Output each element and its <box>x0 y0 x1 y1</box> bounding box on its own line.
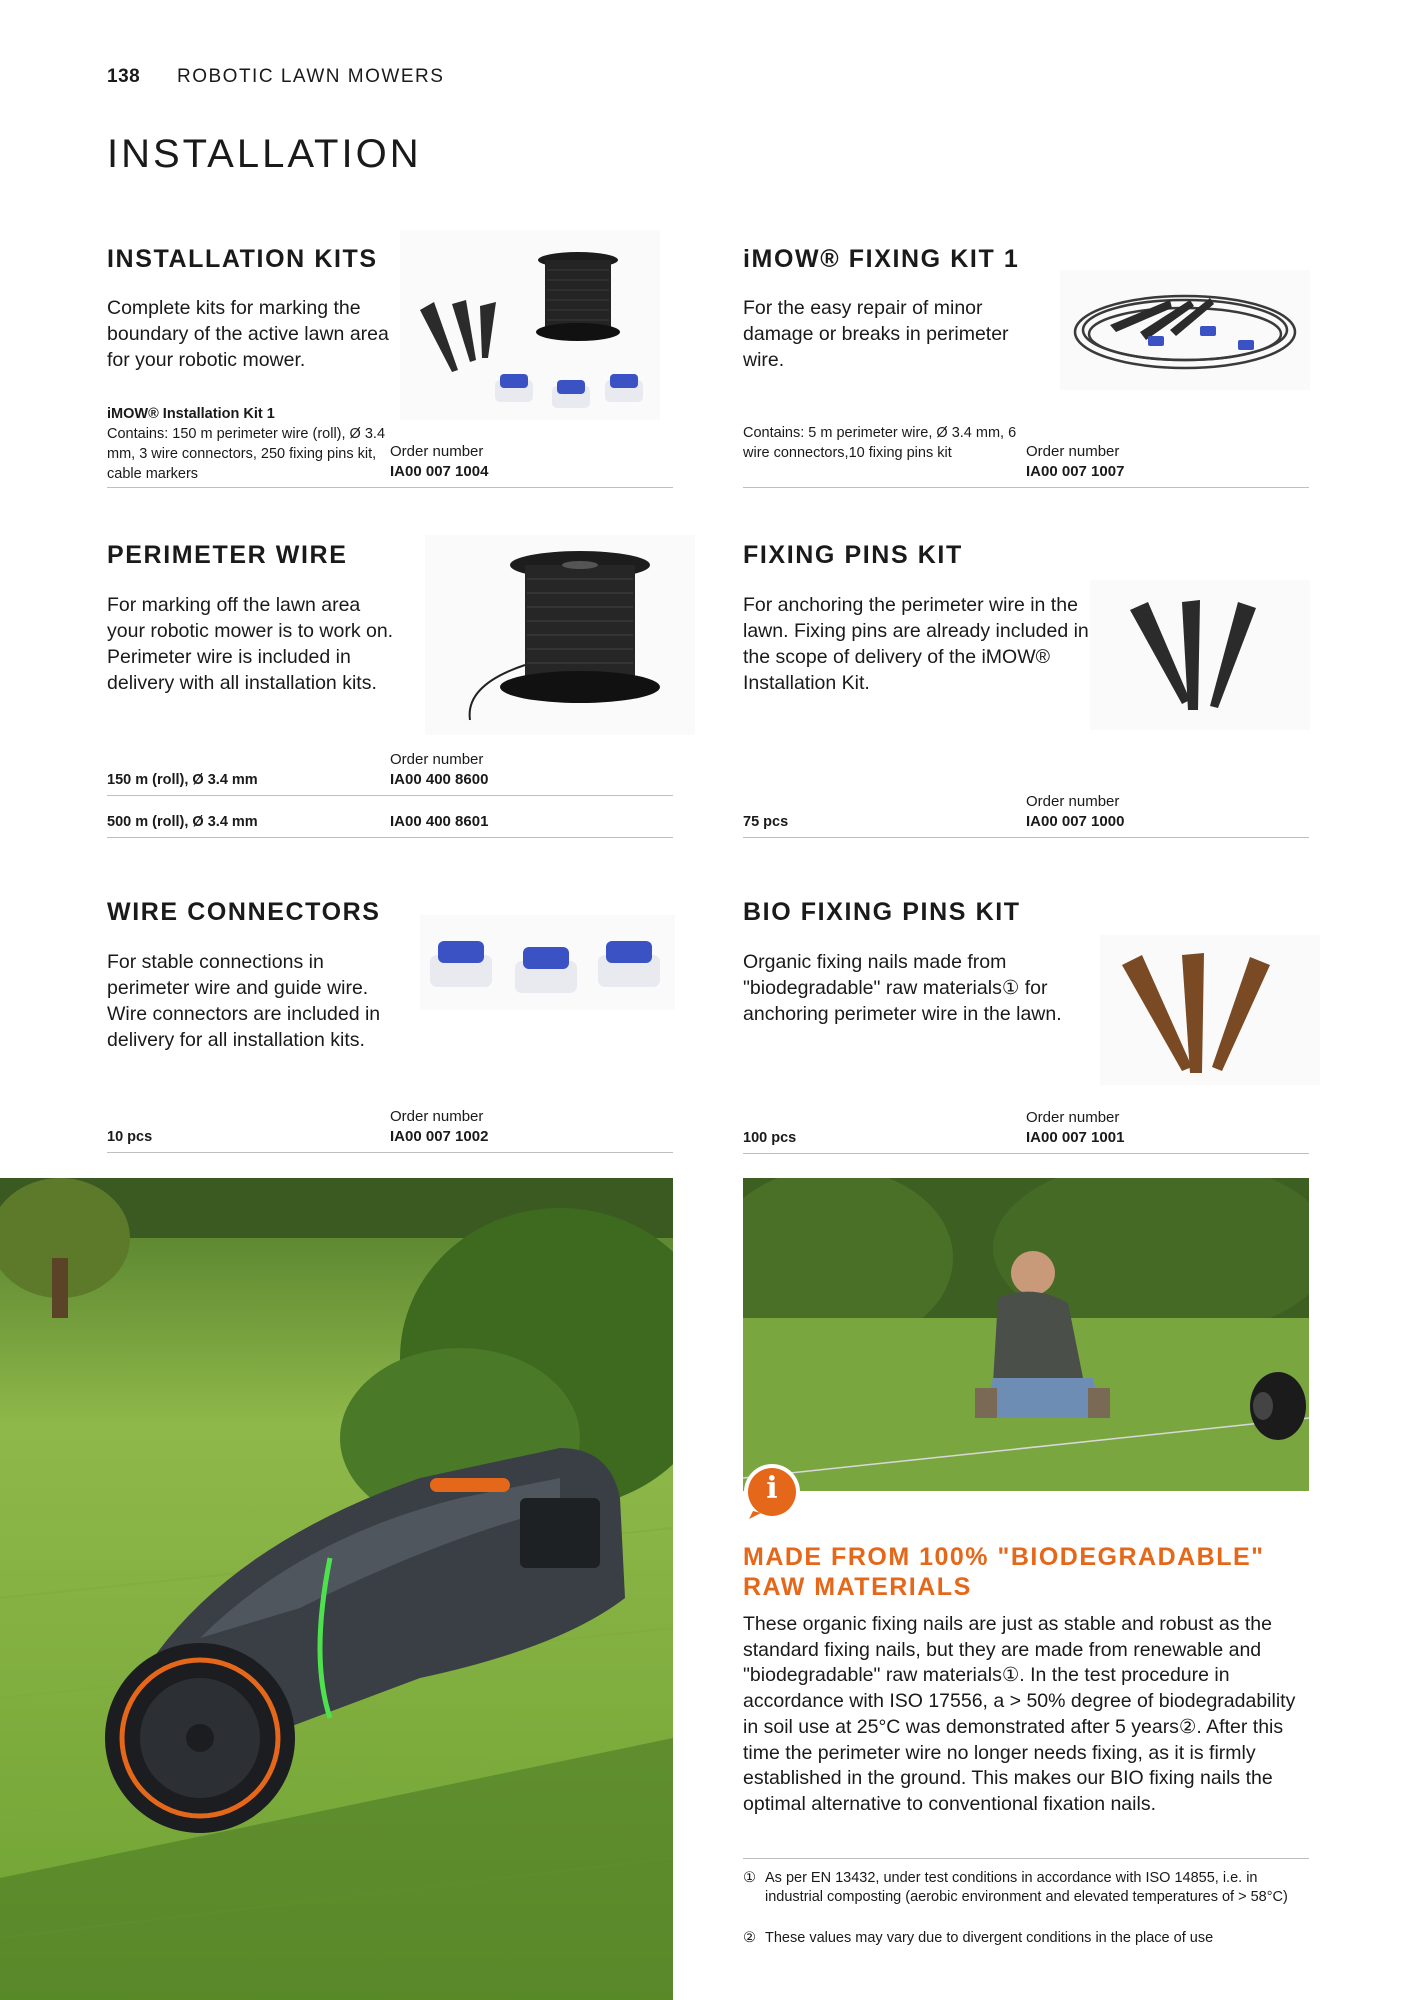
wire-connectors-image <box>420 915 675 1010</box>
bio-pins-title: BIO FIXING PINS KIT <box>743 898 1021 926</box>
divider <box>743 837 1309 838</box>
order-number-label: Order number <box>390 443 484 460</box>
footnote-1 <box>743 1869 1309 1907</box>
perimeter-wire-spec-2 <box>107 812 258 832</box>
fixing-pins-image <box>1090 580 1310 730</box>
order-number-label: Order number <box>1026 793 1120 810</box>
divider <box>743 487 1309 488</box>
bio-pins-spec <box>743 1128 796 1148</box>
perimeter-wire-order-number-2: IA00 400 8601 <box>390 813 489 830</box>
info-title <box>743 1542 1265 1602</box>
installation-kits-description: Complete kits for marking the boundary of the active lawn area for your robotic mower. <box>107 297 389 371</box>
divider <box>107 487 673 488</box>
order-number-label: Order number <box>390 1108 484 1125</box>
page-number: 138 <box>107 66 141 87</box>
info-title-line-2: RAW MATERIALS <box>743 1573 972 1601</box>
divider <box>743 1153 1309 1154</box>
footnote-1-mark: ① <box>743 1870 756 1886</box>
fixing-kit-order-number: IA00 007 1007 <box>1026 463 1125 480</box>
spec-text: 10 pcs <box>107 1129 153 1145</box>
perimeter-wire-order-number-1: IA00 400 8600 <box>390 771 489 788</box>
order-number-label: Order number <box>390 751 484 768</box>
perimeter-wire-spec-1 <box>107 770 258 790</box>
spec-text: 500 m (roll), Ø 3.4 mm <box>107 814 258 830</box>
fixing-kit-description: For the easy repair of minor damage or breaks in perimeter wire. <box>743 297 1009 371</box>
fixing-pins-description: For anchoring the perimeter wire in the lawn. Fixing pins are already included in the scope of delivery of the iMOW® Installation Kit. <box>743 594 1089 694</box>
perimeter-wire-title: PERIMETER WIRE <box>107 541 348 569</box>
divider <box>743 1858 1309 1859</box>
wire-connectors-order-number: IA00 007 1002 <box>390 1128 489 1145</box>
installation-kit-contents: Contains: 150 m perimeter wire (roll), Ø 3.4 mm, 3 wire connectors, 250 fixing pins kit, cable markers <box>107 426 386 482</box>
wire-connectors-title: WIRE CONNECTORS <box>107 898 381 926</box>
info-icon-glyph: i <box>766 1471 778 1506</box>
installation-kit-details <box>107 404 397 484</box>
wire-connectors-description: For stable connections in perimeter wire and guide wire. Wire connectors are included in delivery for all installation kits. <box>107 951 381 1051</box>
bio-pins-description: Organic fixing nails made from "biodegradable" raw materials① for anchoring perimeter wire in the lawn. <box>743 951 1062 1025</box>
fixing-kit-image <box>1060 270 1310 390</box>
order-number-label: Order number <box>1026 443 1120 460</box>
installation-photo <box>743 1178 1309 1491</box>
installation-kit-order-number: IA00 007 1004 <box>390 463 489 480</box>
fixing-kit-title: iMOW® FIXING KIT 1 <box>743 245 1020 273</box>
fixing-pins-title: FIXING PINS KIT <box>743 541 963 569</box>
divider <box>107 1152 673 1153</box>
bio-pins-image <box>1100 935 1320 1085</box>
footnote-2-text: These values may vary due to divergent conditions in the place of use <box>765 1930 1214 1946</box>
spec-text: 100 pcs <box>743 1130 797 1146</box>
page-title: INSTALLATION <box>107 132 422 176</box>
robotic-mower-photo <box>0 1178 673 2000</box>
fixing-kit-contents: Contains: 5 m perimeter wire, Ø 3.4 mm, 6 wire connectors,10 fixing pins kit <box>743 425 1017 461</box>
footnote-2-mark: ② <box>743 1930 756 1946</box>
perimeter-wire-description: For marking off the lawn area your robotic mower is to work on. Perimeter wire is included in delivery with all installation kits. <box>107 594 394 694</box>
footnote-2 <box>743 1929 1309 1948</box>
info-icon <box>743 1463 801 1521</box>
spec-text: 75 pcs <box>743 814 789 830</box>
footnote-1-text: As per EN 13432, under test conditions in accordance with ISO 14855, i.e. in industrial composting (aerobic environment and elevated temperatures of > 58°C) <box>765 1870 1288 1905</box>
divider <box>107 837 673 838</box>
fixing-pins-order-number: IA00 007 1000 <box>1026 813 1125 830</box>
installation-kit-name: iMOW® Installation Kit 1 <box>107 406 275 422</box>
divider <box>107 795 673 796</box>
spec-text: 150 m (roll), Ø 3.4 mm <box>107 772 258 788</box>
fixing-pins-spec <box>743 812 788 832</box>
info-title-line-1: MADE FROM 100% "BIODEGRADABLE" <box>743 1543 1265 1571</box>
info-text: These organic fixing nails are just as stable and robust as the standard fixing nails, but they are made from renewable and "biodegradable" raw materials①. In the test procedure in accordance with ISO 17556, a > 50% degree of biodegradability in soil use at 25°C was demonstrated after 5 years②. After this time the perimeter wire no longer needs fixing, as it is firmly established in the ground. This makes our BIO fixing nails the optimal alternative to conventional fixation nails. <box>743 1613 1296 1815</box>
installation-kits-title: INSTALLATION KITS <box>107 245 378 273</box>
perimeter-wire-spool-image <box>425 535 695 735</box>
installation-kit-image <box>400 230 660 420</box>
section-title: ROBOTIC LAWN MOWERS <box>177 66 445 87</box>
wire-connectors-spec <box>107 1127 152 1147</box>
bio-pins-order-number: IA00 007 1001 <box>1026 1129 1125 1146</box>
order-number-label: Order number <box>1026 1109 1120 1126</box>
